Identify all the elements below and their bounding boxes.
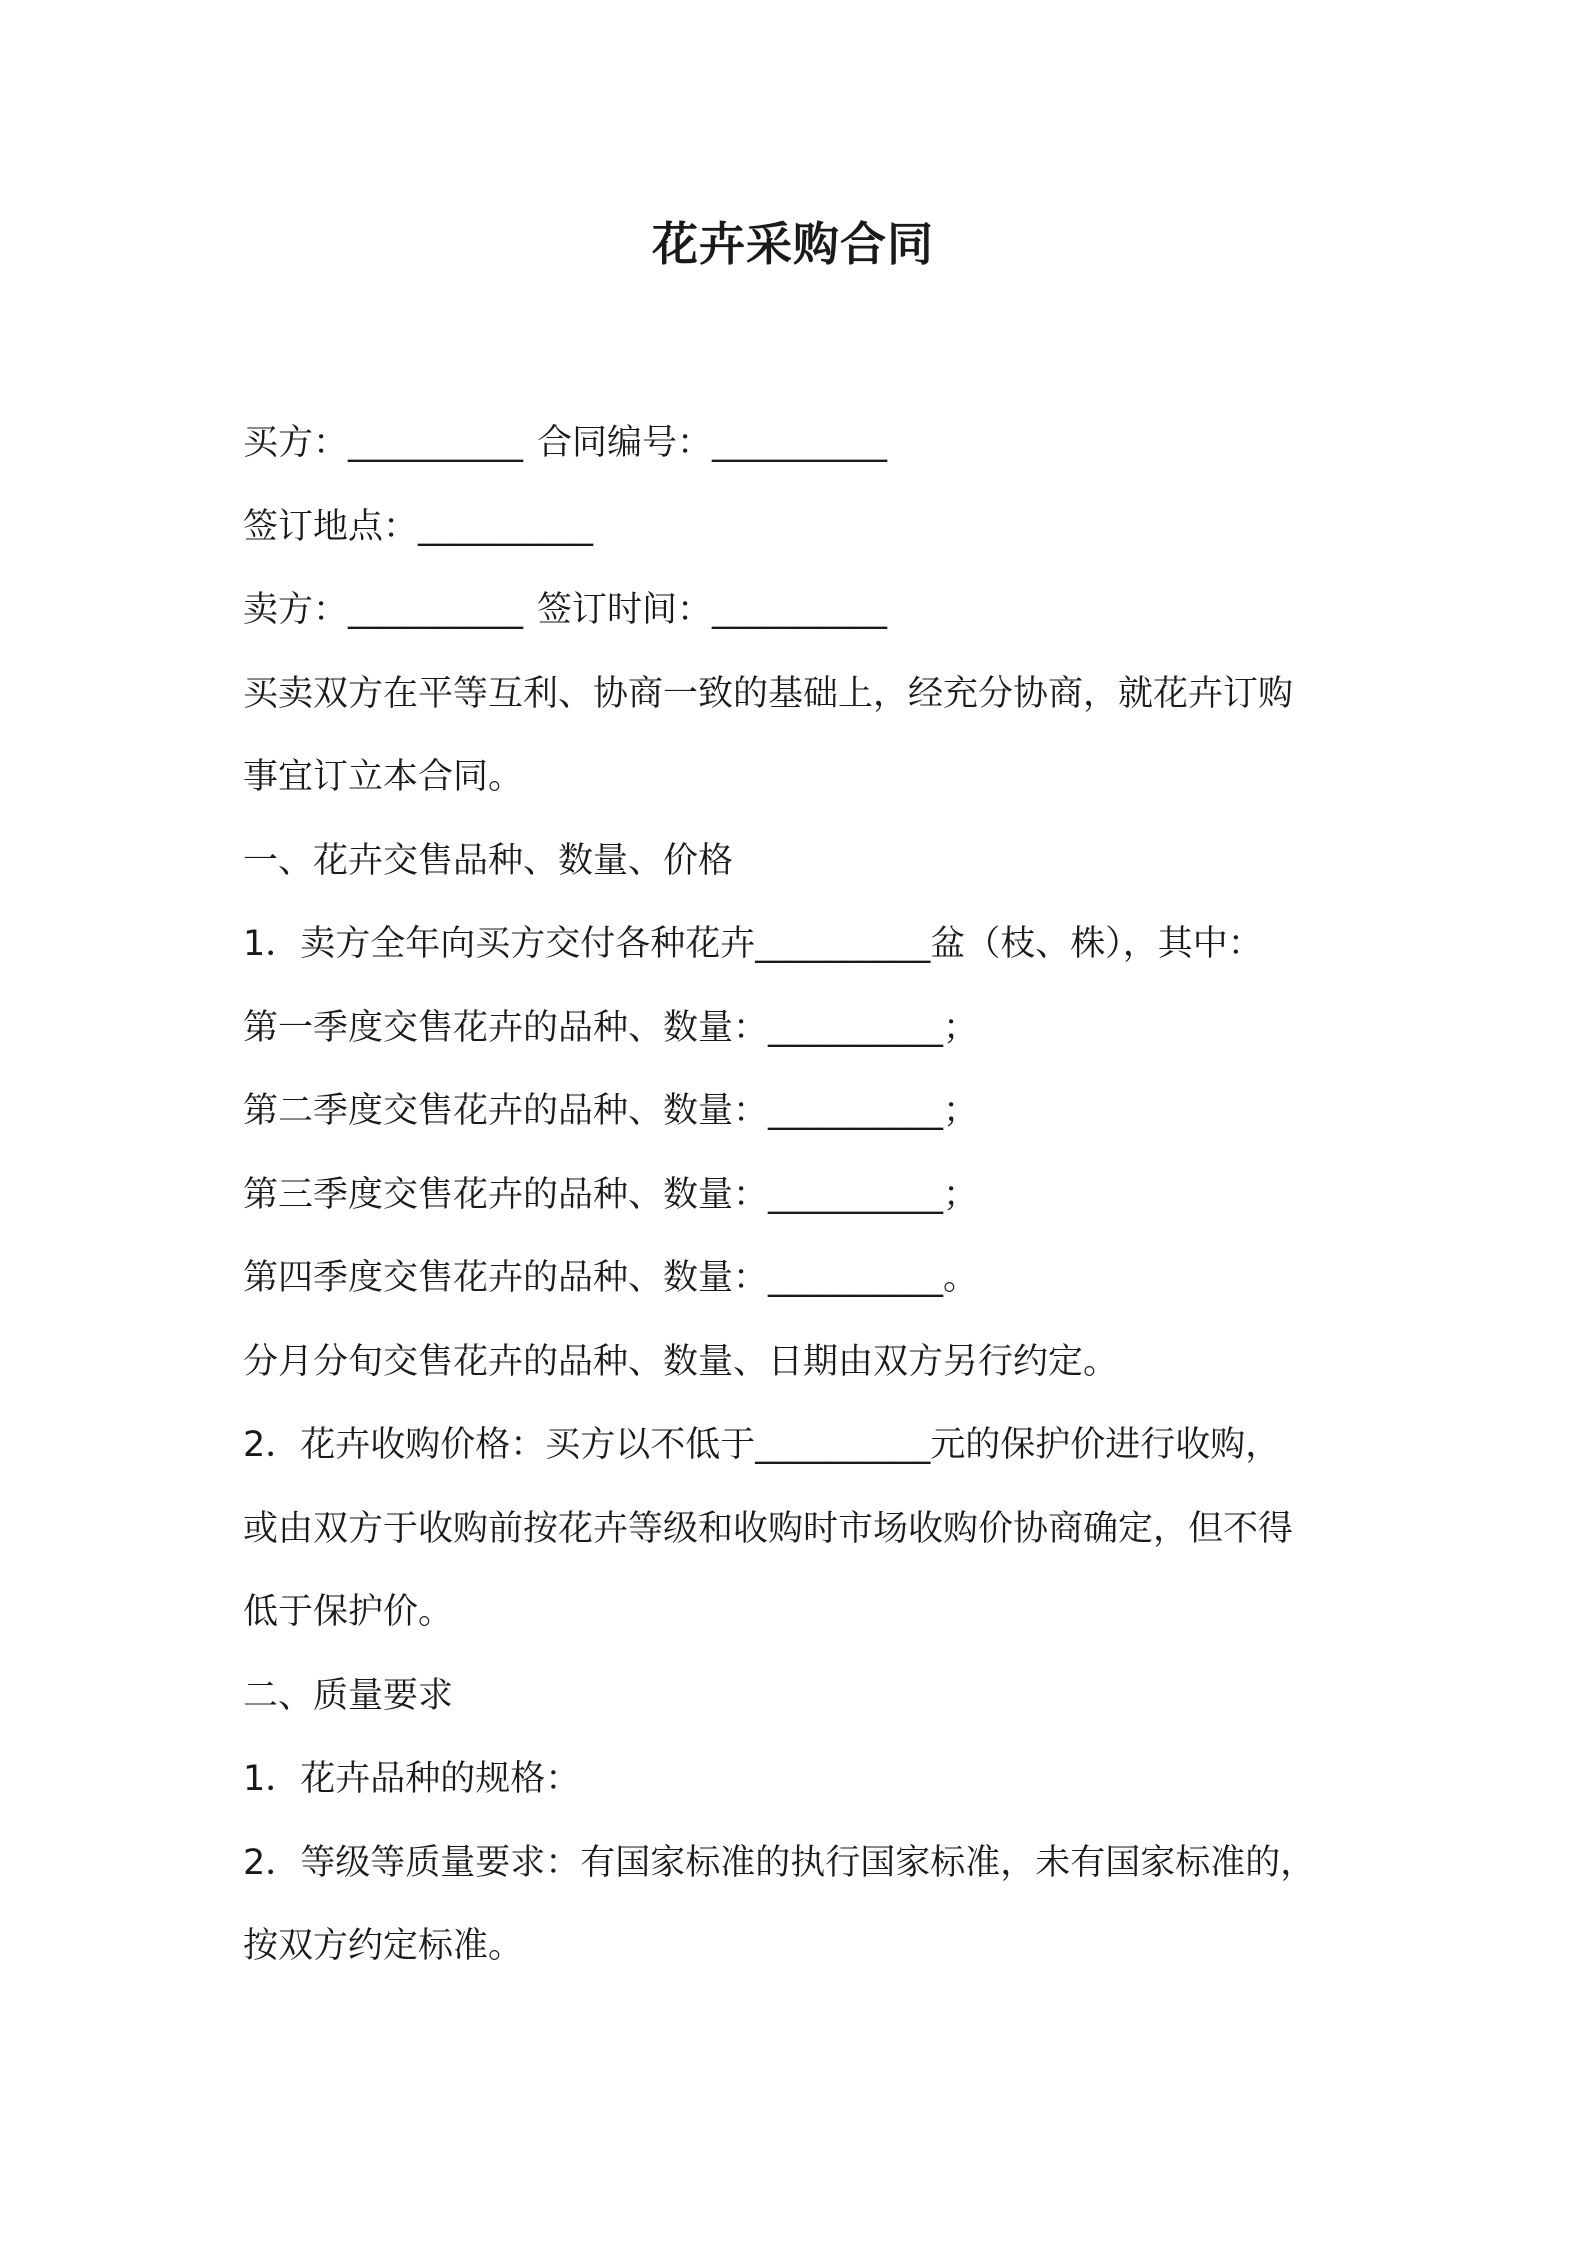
section-2-heading: 二、质量要求 [243,1675,454,1716]
clause-2-1: 1．花卉品种的规格： [243,1759,581,1799]
clause-1-2-line-1: 2．花卉收购价格：买方以不低于__________元的保护价进行收购， [243,1425,1281,1465]
contract-body [243,402,1383,1989]
seller-field: 卖方：__________ [243,590,524,630]
preamble-line-2: 事宜订立本合同。 [243,757,524,797]
clause-1-2-line-2: 或由双方于收购前按花卉等级和收购时市场收购价协商确定，但不得 [243,1508,1294,1549]
quarter-3-line: 第三季度交售花卉的品种、数量：__________； [243,1174,979,1215]
clause-1-1: 1．卖方全年向买方交付各种花卉__________盆（枝、株），其中： [243,924,1263,964]
clause-2-2-line-1: 2．等级等质量要求：有国家标准的执行国家标准，未有国家标准的， [243,1842,1316,1883]
section-1-heading: 一、花卉交售品种、数量、价格 [243,840,734,881]
buyer-field: 买方：__________ [243,423,524,463]
quarter-2-line: 第二季度交售花卉的品种、数量：__________； [243,1091,979,1131]
contract-number-field: 合同编号：__________ [537,423,888,463]
seller-signing-time-line [243,569,1383,653]
quarter-1-line: 第一季度交售花卉的品种、数量：__________； [243,1007,979,1048]
signing-time-field: 签订时间：__________ [537,590,888,630]
clause-1-2-line-3: 低于保护价。 [243,1592,454,1632]
document-title: 花卉采购合同 [652,217,934,271]
signing-place-line: 签订地点：__________ [243,506,594,547]
monthly-schedule-line: 分月分旬交售花卉的品种、数量、日期由双方另行约定。 [243,1341,1119,1382]
quarter-4-line: 第四季度交售花卉的品种、数量：__________。 [243,1258,979,1298]
preamble-line-1: 买卖双方在平等互利、协商一致的基础上，经充分协商，就花卉订购 [243,673,1294,714]
buyer-contract-no-line [243,402,1383,486]
clause-2-2-line-2: 按双方约定标准。 [243,1926,524,1966]
